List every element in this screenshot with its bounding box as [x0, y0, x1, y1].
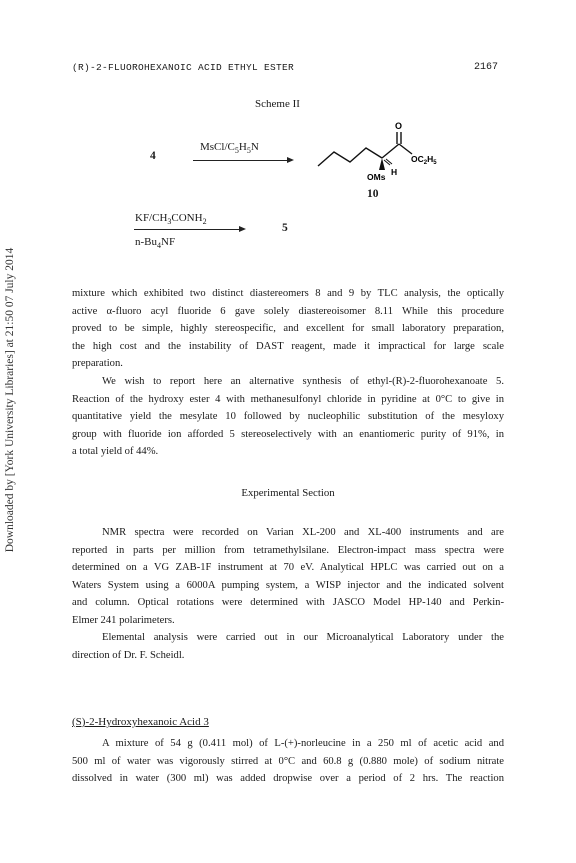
paragraph-2 [72, 373, 504, 461]
p1-line: the high cost and the instability of DAST reagent, made it impractical for large scale [72, 340, 504, 352]
step1-reagent: MsCl/$C_5H_5N$ [200, 141, 259, 156]
p3-line: NMR spectra were recorded on Varian XL-200 and XL-400 instruments and are [102, 527, 504, 538]
p2-line: We wish to report here an alternative synthesis of ethyl-(R)-2-fluorohexanoate 5. [102, 376, 504, 387]
page-number: 2167 [474, 62, 499, 73]
p5-line: A mixture of 54 g (0.411 mol) of L-(+)-norleucine in a 250 ml of acetic acid and [102, 738, 504, 749]
p3-line: reported in parts per million from tetramethylsilane. Electron-impact mass spectra were [72, 544, 504, 556]
mesylate-structure [310, 118, 480, 193]
download-watermark [0, 180, 20, 620]
p1-line: proved to be simple, highly stereospecific, and excellent for small laboratory preparation, [72, 323, 504, 334]
p3-line: determined on a VG ZAB-1F instrument at 70 eV. Analytical HPLC was carried out on a [72, 562, 504, 573]
section-heading: Experimental Section [241, 487, 335, 499]
p1-line: active α-fluoro acyl fluoride 6 gave solely diastereoisomer 8.11 While this procedure [72, 305, 504, 317]
stereo-hydrogen: H [391, 167, 398, 177]
product-label-10: 10 [367, 188, 379, 200]
running-title: (R)-2-FLUOROHEXANOIC ACID ETHYL ESTER [72, 62, 295, 73]
p2-line: quantitative yield the mesylate 10 followed by nucleophilic substitution of the mesyloxy [72, 411, 504, 422]
step2-reagent-top: $KF/CH_3CONH_2$ [135, 212, 207, 227]
p4-line: Elemental analysis were carried out in our Microanalytical Laboratory under the [102, 632, 504, 643]
product-5: 5 [282, 222, 288, 234]
p3-line: Waters System using a 6000A pumping system, a WISP injector and the indicated solvent [72, 579, 504, 591]
paragraph-5 [72, 735, 504, 788]
mesyloxy-group: OMs [367, 172, 386, 182]
reactant-4: 4 [150, 150, 156, 162]
p3-line: and column. Optical rotations were determined with JASCO Model HP-140 and Perkin- [72, 597, 504, 608]
paragraph-4 [72, 629, 504, 664]
scheme-title: Scheme II [255, 98, 300, 110]
ester-group: $OC_2H_5$ [411, 154, 437, 166]
p1-line: mixture which exhibited two distinct diastereomers 8 and 9 by TLC analysis, the optically [72, 288, 504, 299]
step2-arrow [134, 229, 240, 230]
paragraph-3 [72, 524, 504, 629]
carbonyl-oxygen: O [395, 121, 403, 131]
p3-line: Elmer 241 polarimeters. [72, 614, 175, 626]
p1-line: preparation. [72, 358, 123, 369]
p4-line: direction of Dr. F. Scheidl. [72, 649, 185, 661]
p5-line: dissolved in water (300 ml) was added dropwise over a period of 2 hrs. The reaction [72, 773, 504, 784]
paragraph-1 [72, 285, 504, 373]
p2-line: a total yield of 44%. [72, 446, 159, 457]
procedure-subheading: (S)-2-Hydroxyhexanoic Acid 3 [72, 716, 209, 728]
p5-line: 500 ml of water was vigorously stirred at 0°C and 60.8 g (0.880 mole) of sodium nitrate [72, 755, 504, 767]
watermark-text: Downloaded by [York University Libraries] at 21:50 07 July 2014 [4, 247, 16, 553]
step1-arrow [193, 160, 288, 161]
p2-line: Reaction of the hydroxy ester 4 with methanesulfonyl chloride in pyridine at 0°C to give in [72, 393, 504, 405]
p2-line: group with fluoride ion afforded 5 stereoselectively with an enantiomeric purity of 91%, in [72, 428, 504, 440]
step2-reagent-bottom: $n-Bu_4NF$ [135, 236, 176, 251]
